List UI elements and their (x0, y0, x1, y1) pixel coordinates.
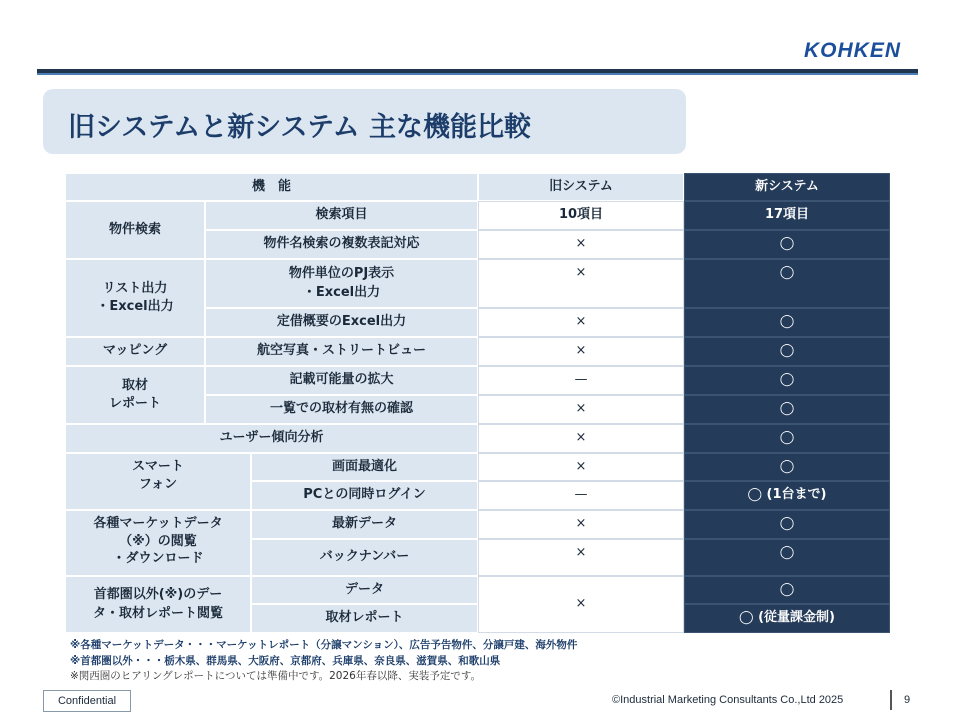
new-value-cell: ◯ (684, 453, 890, 481)
feature-cell: 記載可能量の拡大 (205, 366, 478, 395)
old-value-cell: × (478, 453, 684, 481)
new-value-cell: ◯ (684, 424, 890, 453)
old-value-cell: × (478, 230, 684, 259)
page-number-divider (890, 690, 892, 710)
feature-cell: 定借概要のExcel出力 (205, 308, 478, 337)
header-feature: 機 能 (65, 173, 478, 201)
header-old-system: 旧システム (478, 173, 684, 201)
confidential-label: Confidential (43, 690, 131, 712)
new-value-cell: ◯ (684, 510, 890, 539)
footnotes (70, 638, 577, 685)
feature-cell: 物件名検索の複数表記対応 (205, 230, 478, 259)
new-value-cell: ◯ (684, 576, 890, 604)
new-value-cell: 17項目 (684, 201, 890, 230)
feature-cell: 一覧での取材有無の確認 (205, 395, 478, 424)
new-value-cell: ◯ (1台まで) (684, 481, 890, 510)
feature-cell: データ (251, 576, 478, 604)
group-market-data: 各種マーケットデータ （※）の閲覧 ・ダウンロード (65, 510, 251, 576)
feature-cell: 検索項目 (205, 201, 478, 230)
header-new-system: 新システム (684, 173, 890, 201)
new-value-cell: ◯ (684, 259, 890, 308)
feature-cell: 物件単位のPJ表示 ・Excel出力 (205, 259, 478, 308)
group-user-trend: ユーザー傾向分析 (65, 424, 478, 453)
feature-cell: 航空写真・ストリートビュー (205, 337, 478, 366)
group-report: 取材 レポート (65, 366, 205, 424)
feature-cell: 画面最適化 (251, 453, 478, 481)
feature-cell: 取材レポート (251, 604, 478, 633)
old-value-cell: — (478, 366, 684, 395)
group-smartphone: スマート フォン (65, 453, 251, 510)
old-value-cell: × (478, 576, 684, 633)
old-value-cell: 10項目 (478, 201, 684, 230)
footnote-kansai: ※関西圏のヒアリングレポートについては準備中です。2026年春以降、実装予定です。 (70, 670, 481, 682)
group-mapping: マッピング (65, 337, 205, 366)
new-value-cell: ◯ (従量課金制) (684, 604, 890, 633)
feature-cell: 最新データ (251, 510, 478, 539)
page-number: 9 (904, 694, 911, 706)
comparison-table (65, 173, 890, 633)
old-value-cell: × (478, 308, 684, 337)
new-value-cell: ◯ (684, 539, 890, 576)
header-divider (37, 69, 918, 75)
old-value-cell: × (478, 539, 684, 576)
old-value-cell: — (478, 481, 684, 510)
new-value-cell: ◯ (684, 308, 890, 337)
new-value-cell: ◯ (684, 366, 890, 395)
group-outside-metro: 首都圏以外(※)のデー タ・取材レポート閲覧 (65, 576, 251, 633)
group-list-output: リスト出力 ・Excel出力 (65, 259, 205, 337)
company-logo: KOHKEN (804, 39, 902, 62)
new-value-cell: ◯ (684, 337, 890, 366)
copyright-text: ©Industrial Marketing Consultants Co.,Ltd 2025 (612, 694, 844, 706)
footnote-outside-metro: ※首都圏以外・・・栃木県、群馬県、大阪府、京都府、兵庫県、奈良県、滋賀県、和歌山県 (70, 654, 501, 667)
old-value-cell: × (478, 337, 684, 366)
old-value-cell: × (478, 259, 684, 308)
feature-cell: PCとの同時ログイン (251, 481, 478, 510)
feature-cell: バックナンバー (251, 539, 478, 576)
old-value-cell: × (478, 395, 684, 424)
new-value-cell: ◯ (684, 230, 890, 259)
new-value-cell: ◯ (684, 395, 890, 424)
footnote-market-data: ※各種マーケットデータ・・・マーケットレポート（分譲マンション）、広告予告物件、分譲戸建、海外物件 (70, 639, 578, 651)
page-title: 旧システムと新システム 主な機能比較 (68, 112, 531, 143)
group-property-search: 物件検索 (65, 201, 205, 259)
old-value-cell: × (478, 424, 684, 453)
old-value-cell: × (478, 510, 684, 539)
